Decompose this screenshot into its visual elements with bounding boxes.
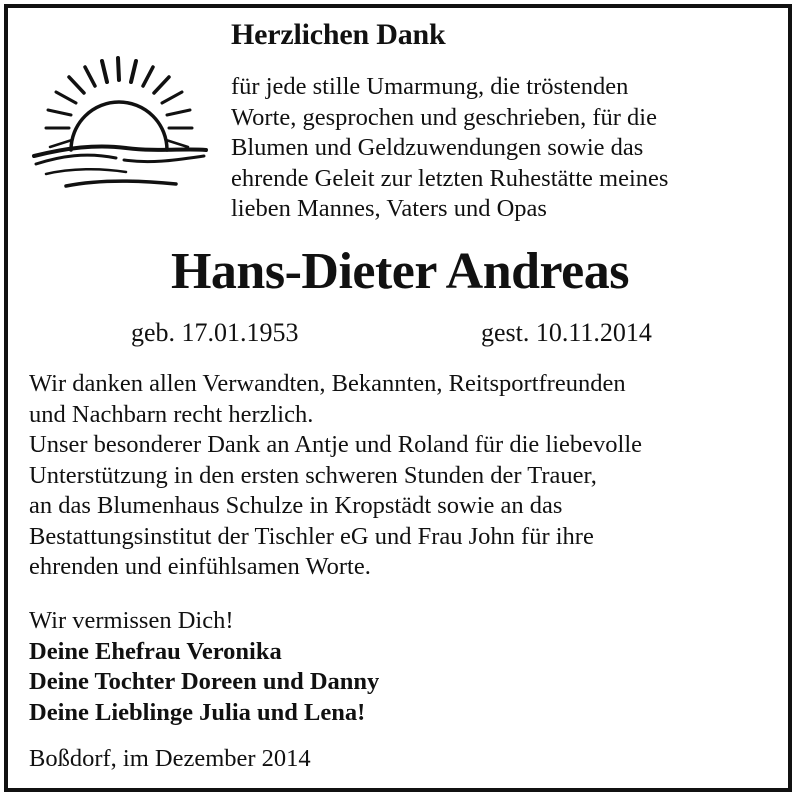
- thanks-line: Bestattungsinstitut der Tischler eG und Frau John für ihre: [29, 522, 594, 550]
- signature-line: Deine Tochter Doreen und Danny: [29, 668, 380, 695]
- thanks-line: und Nachbarn recht herzlich.: [29, 400, 314, 428]
- deceased-name: Hans-Dieter Andreas: [170, 243, 630, 300]
- birth-date: geb. 17.01.1953: [131, 318, 299, 347]
- thanks-line: ehrenden und einfühlsamen Worte.: [29, 553, 371, 580]
- rising-sun-icon: [26, 52, 212, 194]
- thanks-text: [29, 369, 642, 583]
- thanks-line: Wir danken allen Verwandten, Bekannten, Reitsportfreunden: [29, 370, 626, 397]
- thanks-line: Unterstützung in den ersten schweren Stunden der Trauer,: [29, 461, 597, 489]
- signature-line: Deine Ehefrau Veronika: [29, 637, 282, 665]
- heading: Herzlichen Dank: [231, 18, 446, 51]
- intro-line: für jede stille Umarmung, die tröstenden: [231, 73, 629, 100]
- intro-line: ehrende Geleit zur letzten Ruhestätte meines: [231, 164, 669, 192]
- thanks-line: an das Blumenhaus Schulze in Kropstädt sowie an das: [29, 492, 563, 519]
- place-date: Boßdorf, im Dezember 2014: [29, 745, 311, 772]
- death-date: gest. 10.11.2014: [481, 318, 652, 347]
- intro-line: Worte, gesprochen und geschrieben, für die: [231, 103, 657, 131]
- closing-block: [29, 606, 379, 728]
- closing-line: Wir vermissen Dich!: [29, 607, 234, 634]
- thanks-line: Unser besonderer Dank an Antje und Roland für die liebevolle: [29, 431, 643, 458]
- intro-line: Blumen und Geldzuwendungen sowie das: [231, 134, 644, 161]
- intro-text: [231, 72, 668, 225]
- signature-line: Deine Lieblinge Julia und Lena!: [29, 698, 366, 726]
- intro-line: lieben Mannes, Vaters und Opas: [231, 195, 547, 222]
